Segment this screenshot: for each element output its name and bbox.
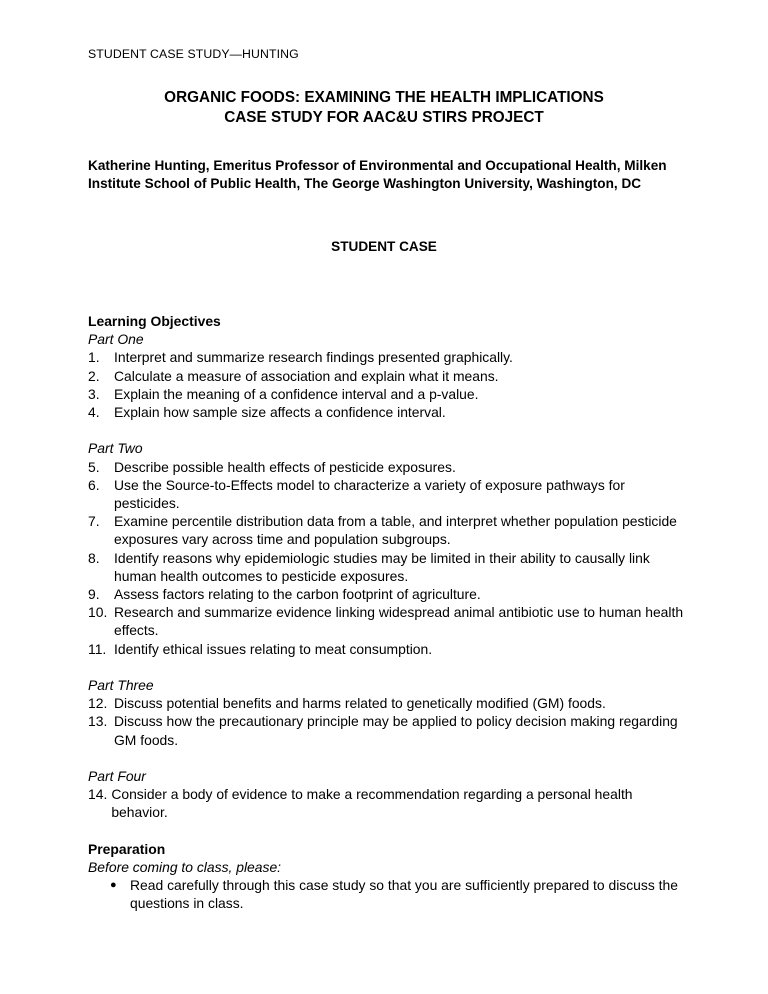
part-one-label: Part One xyxy=(88,331,144,348)
part-four-objectives xyxy=(88,785,688,821)
objective-text: Discuss potential benefits and harms related to genetically modified (GM) foods. xyxy=(114,695,606,712)
objective-text: Describe possible health effects of pesticide exposures. xyxy=(114,458,456,475)
objective-number: 14. xyxy=(88,786,108,803)
objective-text: Use the Source-to-Effects model to characterize a variety of exposure pathways for pesticides. xyxy=(114,476,625,512)
objective-item xyxy=(88,385,688,403)
objective-number: 11. xyxy=(88,640,107,657)
objective-text: Examine percentile distribution data from a table, and interpret whether population pesticide exposures vary across time and population subgroups. xyxy=(114,513,677,548)
objective-number: 6. xyxy=(88,476,100,493)
author-affiliation: Katherine Hunting, Emeritus Professor of Environmental and Occupational Health, Milken Institute School of Public Health, The George Washington University, Washington, DC xyxy=(88,158,667,192)
objective-item xyxy=(88,476,688,512)
objective-number: 13. xyxy=(88,713,108,730)
objective-item xyxy=(88,512,688,548)
main-content xyxy=(88,312,688,913)
document-title xyxy=(0,88,768,127)
objective-item xyxy=(88,549,688,585)
objective-number: 7. xyxy=(88,513,100,530)
part-four-label: Part Four xyxy=(88,768,146,785)
objective-item xyxy=(88,694,688,712)
objective-number: 5. xyxy=(88,458,100,475)
objective-number: 9. xyxy=(88,586,100,603)
objective-number: 8. xyxy=(88,549,100,566)
running-header: STUDENT CASE STUDY—HUNTING xyxy=(88,47,299,61)
learning-objectives-heading: Learning Objectives xyxy=(88,313,221,329)
objective-number: 3. xyxy=(88,385,100,402)
objective-text: Calculate a measure of association and explain what it means. xyxy=(114,367,499,384)
part-two-objectives xyxy=(88,458,688,658)
objective-text: Identify reasons why epidemiologic studies may be limited in their ability to causally link human health outcomes to pesticide exposures. xyxy=(114,549,650,584)
objective-item xyxy=(88,403,688,421)
objective-text: Explain the meaning of a confidence interval and a p-value. xyxy=(114,385,479,402)
preparation-heading: Preparation xyxy=(88,840,166,857)
part-three-objectives xyxy=(88,694,688,749)
objective-item xyxy=(88,585,688,603)
objective-item xyxy=(88,712,688,748)
objective-item xyxy=(88,367,688,385)
objective-item xyxy=(88,640,688,658)
objective-item xyxy=(88,785,688,821)
objective-number: 2. xyxy=(88,367,100,384)
part-two-label: Part Two xyxy=(88,440,143,457)
objective-text: Research and summarize evidence linking widespread animal antibiotic use to human health effects. xyxy=(114,604,684,639)
objective-item xyxy=(88,603,688,639)
part-three-label: Part Three xyxy=(88,677,154,694)
objective-number: 4. xyxy=(88,404,100,421)
objective-text: Consider a body of evidence to make a recommendation regarding a personal health behavior. xyxy=(111,786,633,821)
objective-item xyxy=(88,348,688,366)
student-case-heading: STUDENT CASE xyxy=(331,239,437,254)
bullet-icon: ● xyxy=(110,879,117,892)
objective-number: 12. xyxy=(88,695,108,712)
title-line-2: CASE STUDY FOR AAC&U STIRS PROJECT xyxy=(224,108,544,126)
preparation-bullet-item xyxy=(88,876,688,912)
objective-text: Assess factors relating to the carbon footprint of agriculture. xyxy=(114,586,481,603)
objective-number: 1. xyxy=(88,349,100,366)
objective-number: 10. xyxy=(88,604,108,621)
objective-text: Explain how sample size affects a confidence interval. xyxy=(114,404,446,421)
preparation-intro: Before coming to class, please: xyxy=(88,859,282,876)
part-one-objectives xyxy=(88,348,688,421)
objective-text: Interpret and summarize research findings presented graphically. xyxy=(114,349,513,366)
objective-item xyxy=(88,458,688,476)
preparation-bullets xyxy=(88,876,688,912)
objective-text: Identify ethical issues relating to meat consumption. xyxy=(114,640,433,657)
title-line-1: ORGANIC FOODS: EXAMINING THE HEALTH IMPLICATIONS xyxy=(164,89,604,106)
objective-text: Discuss how the precautionary principle may be applied to policy decision making regarding GM foods. xyxy=(114,713,678,748)
bullet-text: Read carefully through this case study so that you are sufficiently prepared to discuss the questions in class. xyxy=(130,877,678,912)
